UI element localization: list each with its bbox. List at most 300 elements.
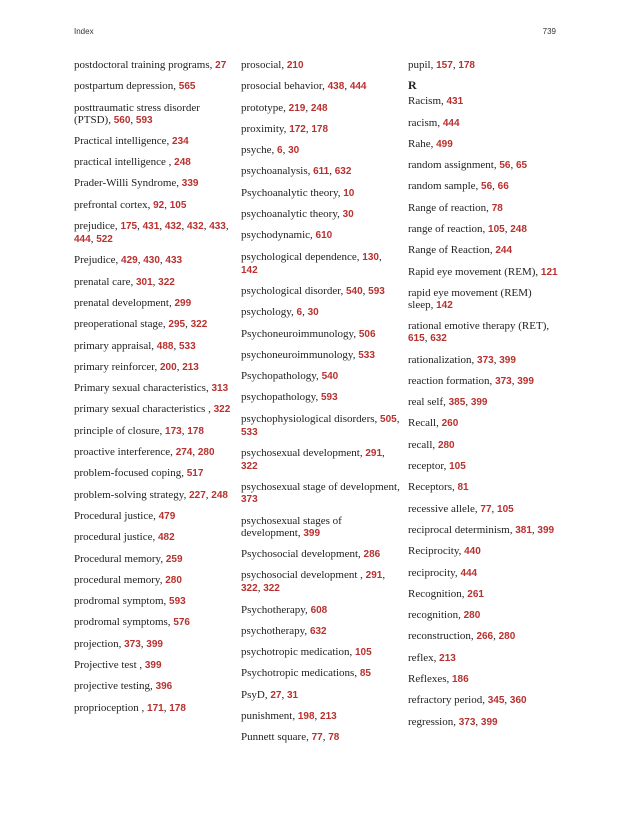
page-reference-link[interactable]: 291 <box>365 448 383 460</box>
index-entry: refractory period, 345, 360 <box>408 694 527 707</box>
page-reference-link[interactable]: 266 <box>476 631 494 643</box>
index-term: psychopathology, <box>241 391 319 404</box>
index-entry <box>241 328 401 341</box>
index-entry <box>74 403 234 416</box>
index-term: psychology, <box>241 306 294 319</box>
page-reference-link[interactable]: 56 <box>481 181 493 193</box>
page-reference-link[interactable]: 322 <box>158 276 175 288</box>
index-entry: reciprocal determinism, 381, 399 <box>408 523 555 536</box>
index-term: Procedural memory, <box>74 552 164 565</box>
index-entry: random assignment, 56, 65 <box>408 159 528 172</box>
index-term: Projective test , <box>74 659 143 672</box>
index-entry <box>74 659 234 672</box>
page-reference-link[interactable]: 213 <box>320 711 337 723</box>
index-entry <box>408 117 558 130</box>
page-reference-link[interactable]: 295 <box>168 319 186 331</box>
index-term: reciprocal determinism, <box>408 523 513 536</box>
page-reference-link[interactable]: 429 <box>121 255 138 267</box>
index-entry: recessive allele, 77, 105 <box>408 502 514 515</box>
page-reference-link[interactable]: 280 <box>463 610 481 622</box>
page-reference-link[interactable]: 560 <box>113 114 131 126</box>
index-term: Psychosocial development, <box>241 547 361 560</box>
page-reference-link[interactable]: 78 <box>328 732 340 744</box>
index-entry: Punnett square, 77, 78 <box>241 731 340 744</box>
index-term: prefrontal cortex, <box>74 198 151 211</box>
index-entry <box>74 574 234 587</box>
index-term: recessive allele, <box>408 502 478 515</box>
page-reference-link[interactable]: 178 <box>169 702 186 714</box>
index-term: proprioception , <box>74 701 145 714</box>
page-reference-link[interactable]: 280 <box>498 631 516 643</box>
page-reference-link[interactable]: 399 <box>480 716 498 728</box>
page-reference-link[interactable]: 488 <box>156 340 174 352</box>
index-term: postpartum depression, <box>74 80 177 93</box>
index-term: Psychoneuroimmunology, <box>241 327 357 340</box>
page-reference-link[interactable]: 522 <box>96 234 113 246</box>
index-entry <box>241 229 401 242</box>
page-reference-link[interactable]: 200 <box>160 361 177 373</box>
index-term: psychoanalysis, <box>241 165 311 178</box>
index-term: PsyD, <box>241 688 268 701</box>
index-entry: psychoanalysis, 611, 632 <box>241 165 352 178</box>
page-reference-link[interactable]: 27 <box>270 689 282 701</box>
index-term: procedural memory, <box>74 573 163 586</box>
page-reference-link[interactable]: 280 <box>197 447 215 459</box>
page-reference-link[interactable]: 540 <box>345 285 363 297</box>
index-term: reciprocity, <box>408 566 458 579</box>
page-reference-link[interactable]: 171 <box>147 702 164 714</box>
index-term: recognition, <box>408 609 461 622</box>
index-term: projection, <box>74 637 122 650</box>
page-reference-link[interactable]: 615 <box>408 333 425 345</box>
index-entry: projection, 373, 399 <box>74 637 163 650</box>
index-entry <box>408 95 558 108</box>
index-term: Receptors, <box>408 481 455 494</box>
index-entry: psyche, 6, 30 <box>241 144 300 157</box>
index-term: rationalization, <box>408 353 475 366</box>
index-entry: proprioception , 171, 178 <box>74 701 186 714</box>
index-term: Recognition, <box>408 587 465 600</box>
index-entry: prefrontal cortex, 92, 105 <box>74 198 187 211</box>
index-entry <box>241 187 401 200</box>
index-entry: psychophysiological disorders, 505, 533 <box>241 412 400 438</box>
index-entry <box>408 138 558 151</box>
page-reference-link[interactable]: 611 <box>313 166 330 178</box>
index-column-2 <box>241 59 401 753</box>
index-term: practical intelligence , <box>74 156 172 169</box>
index-entry <box>74 595 234 608</box>
index-entry <box>241 604 401 617</box>
page-reference-link[interactable]: 6 <box>277 145 283 157</box>
page-reference-link[interactable]: 299 <box>174 297 192 309</box>
page-reference-link[interactable]: 322 <box>263 583 280 595</box>
page-reference-link[interactable]: 593 <box>135 114 153 126</box>
index-term: Prejudice, <box>74 254 119 267</box>
page-reference-link[interactable]: 399 <box>517 375 534 387</box>
page-reference-link[interactable]: 178 <box>311 123 329 135</box>
index-term: psychosexual stages of development, <box>241 514 342 539</box>
index-entry: PsyD, 27, 31 <box>241 688 299 701</box>
page-reference-link[interactable]: 65 <box>515 160 528 172</box>
index-entry: Prejudice, 429, 430, 433 <box>74 254 183 267</box>
page-reference-link[interactable]: 172 <box>289 123 306 135</box>
index-entry <box>408 287 558 312</box>
index-term: psychological disorder, <box>241 284 344 297</box>
page-reference-link[interactable]: 244 <box>495 245 513 257</box>
index-entry <box>408 652 558 665</box>
page-reference-link[interactable]: 175 <box>120 221 138 233</box>
index-term: projective testing, <box>74 680 153 693</box>
index-term: rational emotive therapy (RET), <box>408 320 550 333</box>
page-reference-link[interactable]: 438 <box>327 81 345 93</box>
page-reference-link[interactable]: 431 <box>142 221 160 233</box>
index-term: Psychoanalytic theory, <box>241 186 341 199</box>
index-term: procedural justice, <box>74 531 156 544</box>
index-entry: prototype, 219, 248 <box>241 101 328 114</box>
page-reference-link[interactable]: 632 <box>334 166 352 178</box>
page-reference-link[interactable]: 593 <box>368 285 385 297</box>
index-term: psychotropic medication, <box>241 646 353 659</box>
index-term: psychophysiological disorders, <box>241 412 378 425</box>
index-term: Primary sexual characteristics, <box>74 382 209 395</box>
page-reference-link[interactable]: 291 <box>365 570 383 582</box>
index-entry <box>408 266 558 279</box>
index-term: Range of Reaction, <box>408 244 493 257</box>
page-reference-link[interactable]: 313 <box>211 383 229 395</box>
page-reference-link[interactable]: 142 <box>436 299 453 311</box>
index-term: preoperational stage, <box>74 318 166 331</box>
index-term: prodromal symptoms, <box>74 616 171 629</box>
index-term: regression, <box>408 715 456 728</box>
index-entry <box>408 609 558 622</box>
index-term: reflex, <box>408 651 437 664</box>
index-term: prenatal care, <box>74 275 134 288</box>
index-entry <box>408 588 558 601</box>
page-reference-link[interactable]: 92 <box>153 199 165 211</box>
page-reference-link[interactable]: 219 <box>288 102 306 114</box>
index-entry: range of reaction, 105, 248 <box>408 223 527 236</box>
page-reference-link[interactable]: 540 <box>321 371 339 383</box>
page-reference-link[interactable]: 479 <box>158 510 176 522</box>
page-reference-link[interactable]: 248 <box>510 224 527 236</box>
index-entry <box>74 80 234 93</box>
index-term: psychosexual stage of development, <box>241 481 400 494</box>
page-reference-link[interactable]: 373 <box>477 354 494 366</box>
page-reference-link[interactable]: 259 <box>165 553 183 565</box>
page-reference-link[interactable]: 105 <box>497 503 514 515</box>
page-reference-link[interactable]: 213 <box>439 652 456 664</box>
index-term: problem-focused coping, <box>74 467 184 480</box>
page-reference-link[interactable]: 142 <box>241 264 258 276</box>
index-section-letter: R <box>408 78 417 93</box>
index-term: pupil, <box>408 59 434 71</box>
index-entry <box>74 382 234 395</box>
index-entry <box>74 156 234 169</box>
index-entry <box>74 531 234 544</box>
page-reference-link[interactable]: 396 <box>155 681 173 693</box>
index-entry <box>241 370 401 383</box>
page-reference-link[interactable]: 381 <box>515 524 532 536</box>
page-reference-link[interactable]: 234 <box>172 135 189 147</box>
index-entry <box>241 646 401 659</box>
index-entry <box>74 467 234 480</box>
running-head-page-number: 739 <box>542 27 556 36</box>
page-reference-link[interactable]: 432 <box>187 221 204 233</box>
page-reference-link[interactable]: 399 <box>537 524 555 536</box>
index-entry: prejudice, 175, 431, 432, 432, 433, 444, 522 <box>74 220 229 246</box>
page-reference-link[interactable]: 286 <box>363 548 381 560</box>
page-reference-link[interactable]: 81 <box>457 482 469 494</box>
page-reference-link[interactable]: 78 <box>491 202 503 214</box>
page-reference-link[interactable]: 533 <box>178 340 196 352</box>
index-entry: psychological disorder, 540, 593 <box>241 284 385 297</box>
index-term: prenatal development, <box>74 296 172 309</box>
page-reference-link[interactable]: 517 <box>186 468 204 480</box>
index-entry: primary appraisal, 488, 533 <box>74 339 196 352</box>
page-reference-link[interactable]: 610 <box>315 230 333 242</box>
index-term: psychosexual development, <box>241 447 363 460</box>
index-entry: problem-solving strategy, 227, 248 <box>74 488 228 501</box>
index-entry <box>74 135 234 148</box>
index-entry: principle of closure, 173, 178 <box>74 424 204 437</box>
page-reference-link[interactable]: 322 <box>241 583 258 595</box>
page-reference-link[interactable]: 593 <box>169 596 186 608</box>
index-entry <box>241 59 401 72</box>
index-entry <box>408 545 558 558</box>
index-term: recall, <box>408 438 436 451</box>
page-reference-link[interactable]: 121 <box>540 266 558 278</box>
page-reference-link[interactable]: 444 <box>349 81 367 93</box>
page-reference-link[interactable]: 632 <box>309 625 327 637</box>
index-entry: reconstruction, 266, 280 <box>408 630 516 643</box>
page-reference-link[interactable]: 399 <box>144 660 162 672</box>
page-reference-link[interactable]: 345 <box>487 695 505 707</box>
index-term: Rapid eye movement (REM), <box>408 265 539 278</box>
index-entry: prosocial behavior, 438, 444 <box>241 80 367 93</box>
page-reference-link[interactable]: 77 <box>480 503 492 515</box>
index-term: prodromal symptom, <box>74 595 167 608</box>
index-term: Procedural justice, <box>74 509 156 522</box>
running-head-section: Index <box>74 27 94 36</box>
page-reference-link[interactable]: 482 <box>158 532 175 544</box>
page-reference-link[interactable]: 440 <box>464 546 481 558</box>
index-term: psychological dependence, <box>241 250 360 263</box>
index-term: real self, <box>408 396 446 409</box>
index-entry <box>74 297 234 310</box>
page-reference-link[interactable]: 274 <box>175 447 193 459</box>
page-reference-link[interactable]: 186 <box>451 674 469 686</box>
page-reference-link[interactable]: 178 <box>458 60 475 71</box>
page-reference-link[interactable]: 506 <box>358 328 376 340</box>
index-entry <box>408 439 558 452</box>
index-entry <box>408 202 558 215</box>
page-reference-link[interactable]: 248 <box>174 157 191 169</box>
index-entry: posttraumatic stress disorder (PTSD), 560, 593 <box>74 101 200 126</box>
index-term: posttraumatic stress disorder (PTSD), <box>74 101 200 126</box>
index-term: reaction formation, <box>408 374 493 387</box>
page-reference-link[interactable]: 157 <box>436 60 453 71</box>
index-entry: proximity, 172, 178 <box>241 122 329 135</box>
page-reference-link[interactable]: 85 <box>359 668 371 680</box>
page-reference-link[interactable]: 280 <box>437 439 455 451</box>
index-entry: psychosexual development, 291, 322 <box>241 447 385 473</box>
index-term: refractory period, <box>408 694 485 707</box>
page-reference-link[interactable]: 608 <box>310 604 328 616</box>
page-reference-link[interactable]: 30 <box>307 307 319 319</box>
page-reference-link[interactable]: 431 <box>446 96 464 108</box>
index-entry <box>241 208 401 221</box>
page-reference-link[interactable]: 6 <box>296 307 303 319</box>
page-reference-link[interactable]: 301 <box>135 276 153 288</box>
index-entry <box>408 244 558 257</box>
index-entry <box>241 481 401 506</box>
index-term: Rahe, <box>408 137 434 150</box>
page-reference-link[interactable]: 385 <box>448 397 466 409</box>
index-term: psyche, <box>241 144 275 157</box>
page-reference-link[interactable]: 173 <box>165 425 182 437</box>
index-term: Reflexes, <box>408 673 450 686</box>
index-entry: psychosocial development , 291, 322, 322 <box>241 569 386 595</box>
page-reference-link[interactable]: 31 <box>286 689 299 701</box>
page-reference-link[interactable]: 632 <box>430 333 447 345</box>
index-entry <box>408 567 558 580</box>
index-term: prosocial, <box>241 59 285 71</box>
page-reference-link[interactable]: 105 <box>449 461 466 473</box>
page-reference-link[interactable]: 210 <box>286 60 304 71</box>
page-reference-link[interactable]: 373 <box>495 375 512 387</box>
index-entry <box>241 391 401 404</box>
index-term: Range of reaction, <box>408 201 489 214</box>
index-entry <box>74 616 234 629</box>
index-entry <box>74 680 234 693</box>
page-reference-link[interactable]: 593 <box>320 392 338 404</box>
page-reference-link[interactable]: 505 <box>380 413 397 425</box>
index-term: psychoneuroimmunology, <box>241 348 356 361</box>
index-entry <box>241 349 401 362</box>
index-term: punishment, <box>241 710 296 723</box>
page-reference-link[interactable]: 30 <box>342 209 354 221</box>
index-term: psychodynamic, <box>241 229 313 242</box>
page-reference-link[interactable]: 433 <box>209 221 226 233</box>
index-term: receptor, <box>408 460 447 473</box>
index-entry <box>408 481 558 494</box>
page-reference-link[interactable]: 565 <box>178 81 196 93</box>
page-reference-link[interactable]: 10 <box>343 187 355 199</box>
page-reference-link[interactable]: 77 <box>311 732 323 744</box>
page-reference-link[interactable]: 322 <box>190 319 208 331</box>
page-reference-link[interactable]: 339 <box>181 178 199 190</box>
page-reference-link[interactable]: 261 <box>467 588 484 600</box>
page-reference-link[interactable]: 399 <box>499 354 516 366</box>
page-reference-link[interactable]: 27 <box>215 60 227 71</box>
index-term: reconstruction, <box>408 630 474 643</box>
page-reference-link[interactable]: 399 <box>146 638 163 650</box>
index-term: psychoanalytic theory, <box>241 208 340 221</box>
page-reference-link[interactable]: 213 <box>182 361 199 373</box>
page-reference-link[interactable]: 360 <box>509 695 527 707</box>
page-reference-link[interactable]: 373 <box>241 494 258 506</box>
page-reference-link[interactable]: 105 <box>354 647 372 659</box>
index-entry: proactive interference, 274, 280 <box>74 446 215 459</box>
index-entry <box>408 673 558 686</box>
page-reference-link[interactable]: 444 <box>74 234 91 246</box>
page-reference-link[interactable]: 322 <box>213 404 231 416</box>
index-term: Recall, <box>408 417 439 430</box>
index-term: prosocial behavior, <box>241 80 325 93</box>
page-reference-link[interactable]: 373 <box>458 716 476 728</box>
page-reference-link[interactable]: 105 <box>169 199 187 211</box>
index-term: Psychotherapy, <box>241 603 308 616</box>
index-term: primary appraisal, <box>74 339 155 352</box>
index-entry: psychological dependence, 130, 142 <box>241 250 382 276</box>
page-reference-link[interactable]: 432 <box>164 221 182 233</box>
index-term: rapid eye movement (REM) sleep, <box>408 286 532 311</box>
index-term: prejudice, <box>74 220 118 233</box>
page-reference-link[interactable]: 260 <box>441 418 459 430</box>
index-entry <box>241 667 401 680</box>
page-reference-link[interactable]: 105 <box>488 224 505 236</box>
index-term: racism, <box>408 116 441 129</box>
index-entry: reaction formation, 373, 399 <box>408 374 534 387</box>
page-reference-link[interactable]: 178 <box>187 425 204 437</box>
page-reference-link[interactable]: 444 <box>460 567 478 579</box>
page-reference-link[interactable]: 30 <box>288 145 300 157</box>
index-term: range of reaction, <box>408 223 486 236</box>
index-entry: preoperational stage, 295, 322 <box>74 318 208 331</box>
index-entry: rational emotive therapy (RET), 615, 632 <box>408 320 550 345</box>
page-reference-link[interactable]: 373 <box>124 638 141 650</box>
index-entry <box>74 510 234 523</box>
index-term: Psychopathology, <box>241 370 319 383</box>
page-reference-link[interactable]: 444 <box>442 117 460 129</box>
page-reference-link[interactable]: 248 <box>211 489 228 501</box>
index-entry: random sample, 56, 66 <box>408 180 509 193</box>
page-reference-link[interactable]: 130 <box>362 251 379 263</box>
page-reference-link[interactable]: 280 <box>165 574 182 586</box>
page-reference-link[interactable]: 198 <box>297 711 315 723</box>
index-column-3 <box>408 59 558 737</box>
page-reference-link[interactable]: 533 <box>358 349 375 361</box>
page-reference-link[interactable]: 499 <box>436 138 453 150</box>
page-reference-link[interactable]: 430 <box>143 255 160 267</box>
index-term: Practical intelligence, <box>74 134 170 147</box>
index-entry: rationalization, 373, 399 <box>408 353 516 366</box>
index-entry <box>241 548 401 561</box>
index-term: random assignment, <box>408 159 497 172</box>
page-reference-link[interactable]: 399 <box>470 397 488 409</box>
index-term: postdoctoral training programs, <box>74 59 213 71</box>
index-entry <box>408 417 558 430</box>
index-entry: punishment, 198, 213 <box>241 710 337 723</box>
index-term: Punnett square, <box>241 731 309 744</box>
index-column-1 <box>74 59 234 723</box>
page-reference-link[interactable]: 399 <box>303 527 321 539</box>
page-reference-link[interactable]: 227 <box>189 489 206 501</box>
page-reference-link[interactable]: 66 <box>497 181 509 193</box>
page-reference-link[interactable]: 248 <box>310 102 328 114</box>
index-term: Racism, <box>408 95 444 108</box>
page-reference-link[interactable]: 322 <box>241 461 258 473</box>
page-reference-link[interactable]: 56 <box>499 160 511 172</box>
page-reference-link[interactable]: 433 <box>165 255 183 267</box>
page-reference-link[interactable]: 576 <box>173 617 190 629</box>
index-term: Reciprocity, <box>408 545 462 558</box>
index-entry <box>241 515 401 540</box>
page-reference-link[interactable]: 533 <box>241 426 258 438</box>
index-term: problem-solving strategy, <box>74 488 187 501</box>
index-entry: prenatal care, 301, 322 <box>74 275 175 288</box>
index-entry: pupil, 157, 178 <box>408 59 475 71</box>
